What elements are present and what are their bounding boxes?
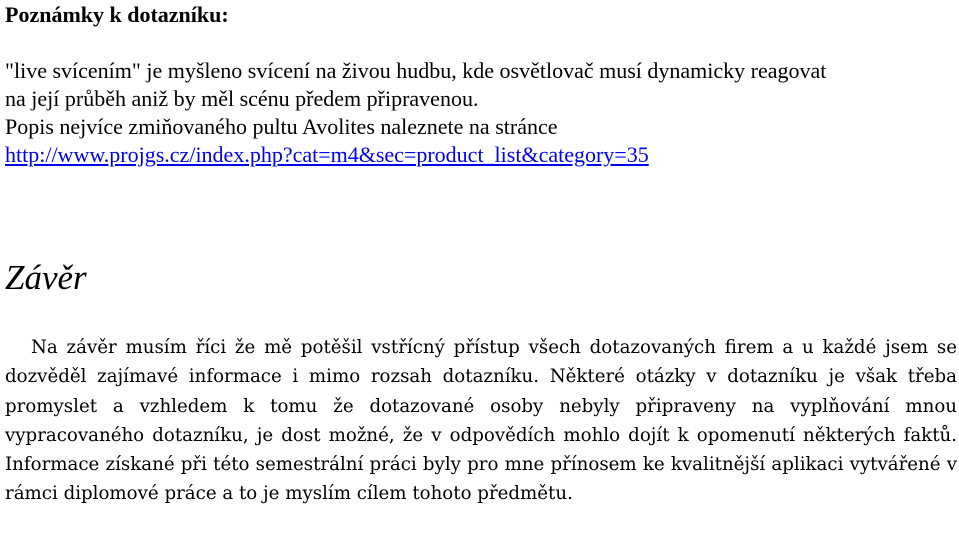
conclusion-paragraph: Na závěr musím říci že mě potěšil vstřícný přístup všech dotazovaných firem a u každé jsem se dozvěděl zajímavé informace i mimo rozsah dotazníku. Některé otázky v dotazníku je však třeba promyslet a vzhledem k tomu že dotazované osoby nebyly připraveny na vyplňování mnou vypracovaného dotazníku, je dost možné, že v odpovědích mohlo dojít k opomenutí některých faktů. Informace získané při této semestrální práci byly pro mne přínosem ke kvalitnější aplikaci vytvářené v rámci diplomové práce a to je myslím cílem tohoto předmětu. (5, 337, 957, 505)
notes-heading: Poznámky k dotazníku: (5, 2, 229, 27)
notes-line-1: "live svícením" je myšleno svícení na živou hudbu, kde osvětlovač musí dynamicky reagovat (5, 58, 827, 83)
notes-line-3: Popis nejvíce zmiňovaného pultu Avolites naleznete na stránce (5, 114, 558, 139)
notes-text (5, 57, 955, 169)
avolites-link[interactable]: http://www.projgs.cz/index.php?cat=m4&sec=product_list&category=35 (5, 142, 649, 167)
notes-line-2: na její průběh aniž by měl scénu předem připravenou. (5, 86, 479, 111)
conclusion-title: Závěr (5, 258, 87, 297)
